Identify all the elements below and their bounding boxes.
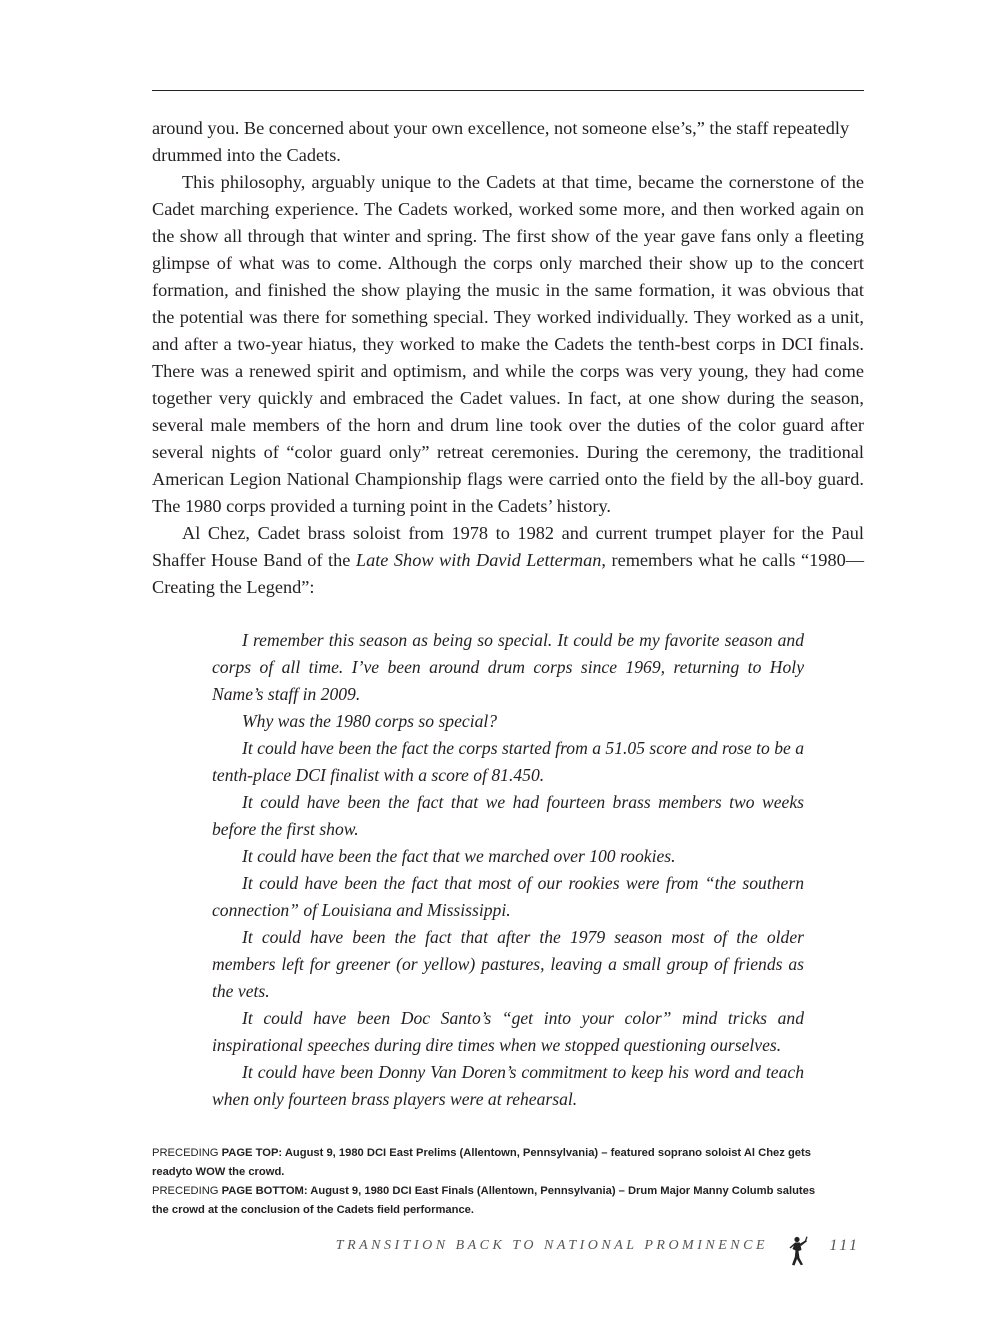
quote-paragraph: I remember this season as being so special. It could be my favorite season and corps of all time. I’ve been around drum corps since 1969, returning to Holy Name’s staff in 2009. <box>212 630 804 704</box>
caption-top <box>152 1144 832 1182</box>
running-head: TRANSITION BACK TO NATIONAL PROMINENCE <box>335 1238 768 1253</box>
page-number: 111 <box>829 1237 860 1254</box>
quote-paragraph: It could have been the fact the corps started from a 51.05 score and rose to be a tenth-place DCI finalist with a score of 81.450. <box>212 738 804 785</box>
caption-bottom <box>152 1182 832 1220</box>
body-paragraph-text: , remembers what he calls “1980—Creating the Legend”: <box>152 550 865 597</box>
caption-lead: PRECEDING <box>152 1147 219 1159</box>
caption-text: PAGE BOTTOM: August 9, 1980 DCI East Finals (Allentown, Pennsylvania) – Drum Major Manny Columb salutes the crowd at the conclusion of the Cadets field performance. <box>152 1185 816 1216</box>
body-text <box>152 115 864 601</box>
drum-major-silhouette-icon <box>786 1236 810 1266</box>
quote-paragraph: It could have been the fact that we marched over 100 rookies. <box>242 846 676 866</box>
quote-paragraph: Why was the 1980 corps so special? <box>242 711 498 731</box>
page-footer <box>152 1236 864 1266</box>
photo-captions <box>152 1144 832 1220</box>
show-title: Late Show with David Letterman <box>355 550 602 570</box>
body-paragraph: This philosophy, arguably unique to the Cadets at that time, became the cornerstone of the Cadet marching experience. The Cadets worked, worked some more, and then worked again on the show all through that winter and spring. The first show of the year gave fans only a fleeting glimpse of what was to come. Although the corps only marched their show up to the concert formation, and finished the show playing the music in the same formation, it was obvious that the potential was there for something special. They worked individually. They worked as a unit, and after a two-year hiatus, they worked to make the Cadets the tenth-best corps in DCI finals. There was a renewed spirit and optimism, and while the corps was very young, they had come together very quickly and embraced the Cadet values. In fact, at one show during the season, several male members of the horn and drum line took over the duties of the color guard after several nights of “color guard only” retreat ceremonies. During the ceremony, the traditional American Legion National Championship flags were carried onto the field by the all-boy guard. The 1980 corps provided a turning point in the Cadets’ history. <box>152 172 864 516</box>
caption-text: PAGE TOP: August 9, 1980 DCI East Prelims (Allentown, Pennsylvania) – featured soprano soloist Al Chez gets readyto WOW the crowd. <box>152 1147 811 1178</box>
block-quote <box>212 627 804 1113</box>
quote-paragraph: It could have been the fact that most of our rookies were from “the southern connection” of Louisiana and Mississippi. <box>212 873 804 920</box>
body-paragraph <box>152 520 864 601</box>
quote-paragraph: It could have been Doc Santo’s “get into your color” mind tricks and inspirational speeches during dire times when we stopped questioning ourselves. <box>212 1008 804 1055</box>
body-paragraph-text: Al Chez, Cadet brass soloist from 1978 to 1982 and current trumpet player for the Paul Shaffer House Band of the <box>152 523 864 570</box>
body-paragraph: around you. Be concerned about your own excellence, not someone else’s,” the staff repeatedly drummed into the Cadets. <box>152 118 850 165</box>
header-rule <box>152 90 864 91</box>
quote-paragraph: It could have been Donny Van Doren’s commitment to keep his word and teach when only fourteen brass players were at rehearsal. <box>212 1062 804 1109</box>
caption-lead: PRECEDING <box>152 1185 219 1197</box>
quote-paragraph: It could have been the fact that we had fourteen brass members two weeks before the first show. <box>212 792 804 839</box>
quote-paragraph: It could have been the fact that after the 1979 season most of the older members left for greener (or yellow) pastures, leaving a small group of friends as the vets. <box>212 927 804 1001</box>
